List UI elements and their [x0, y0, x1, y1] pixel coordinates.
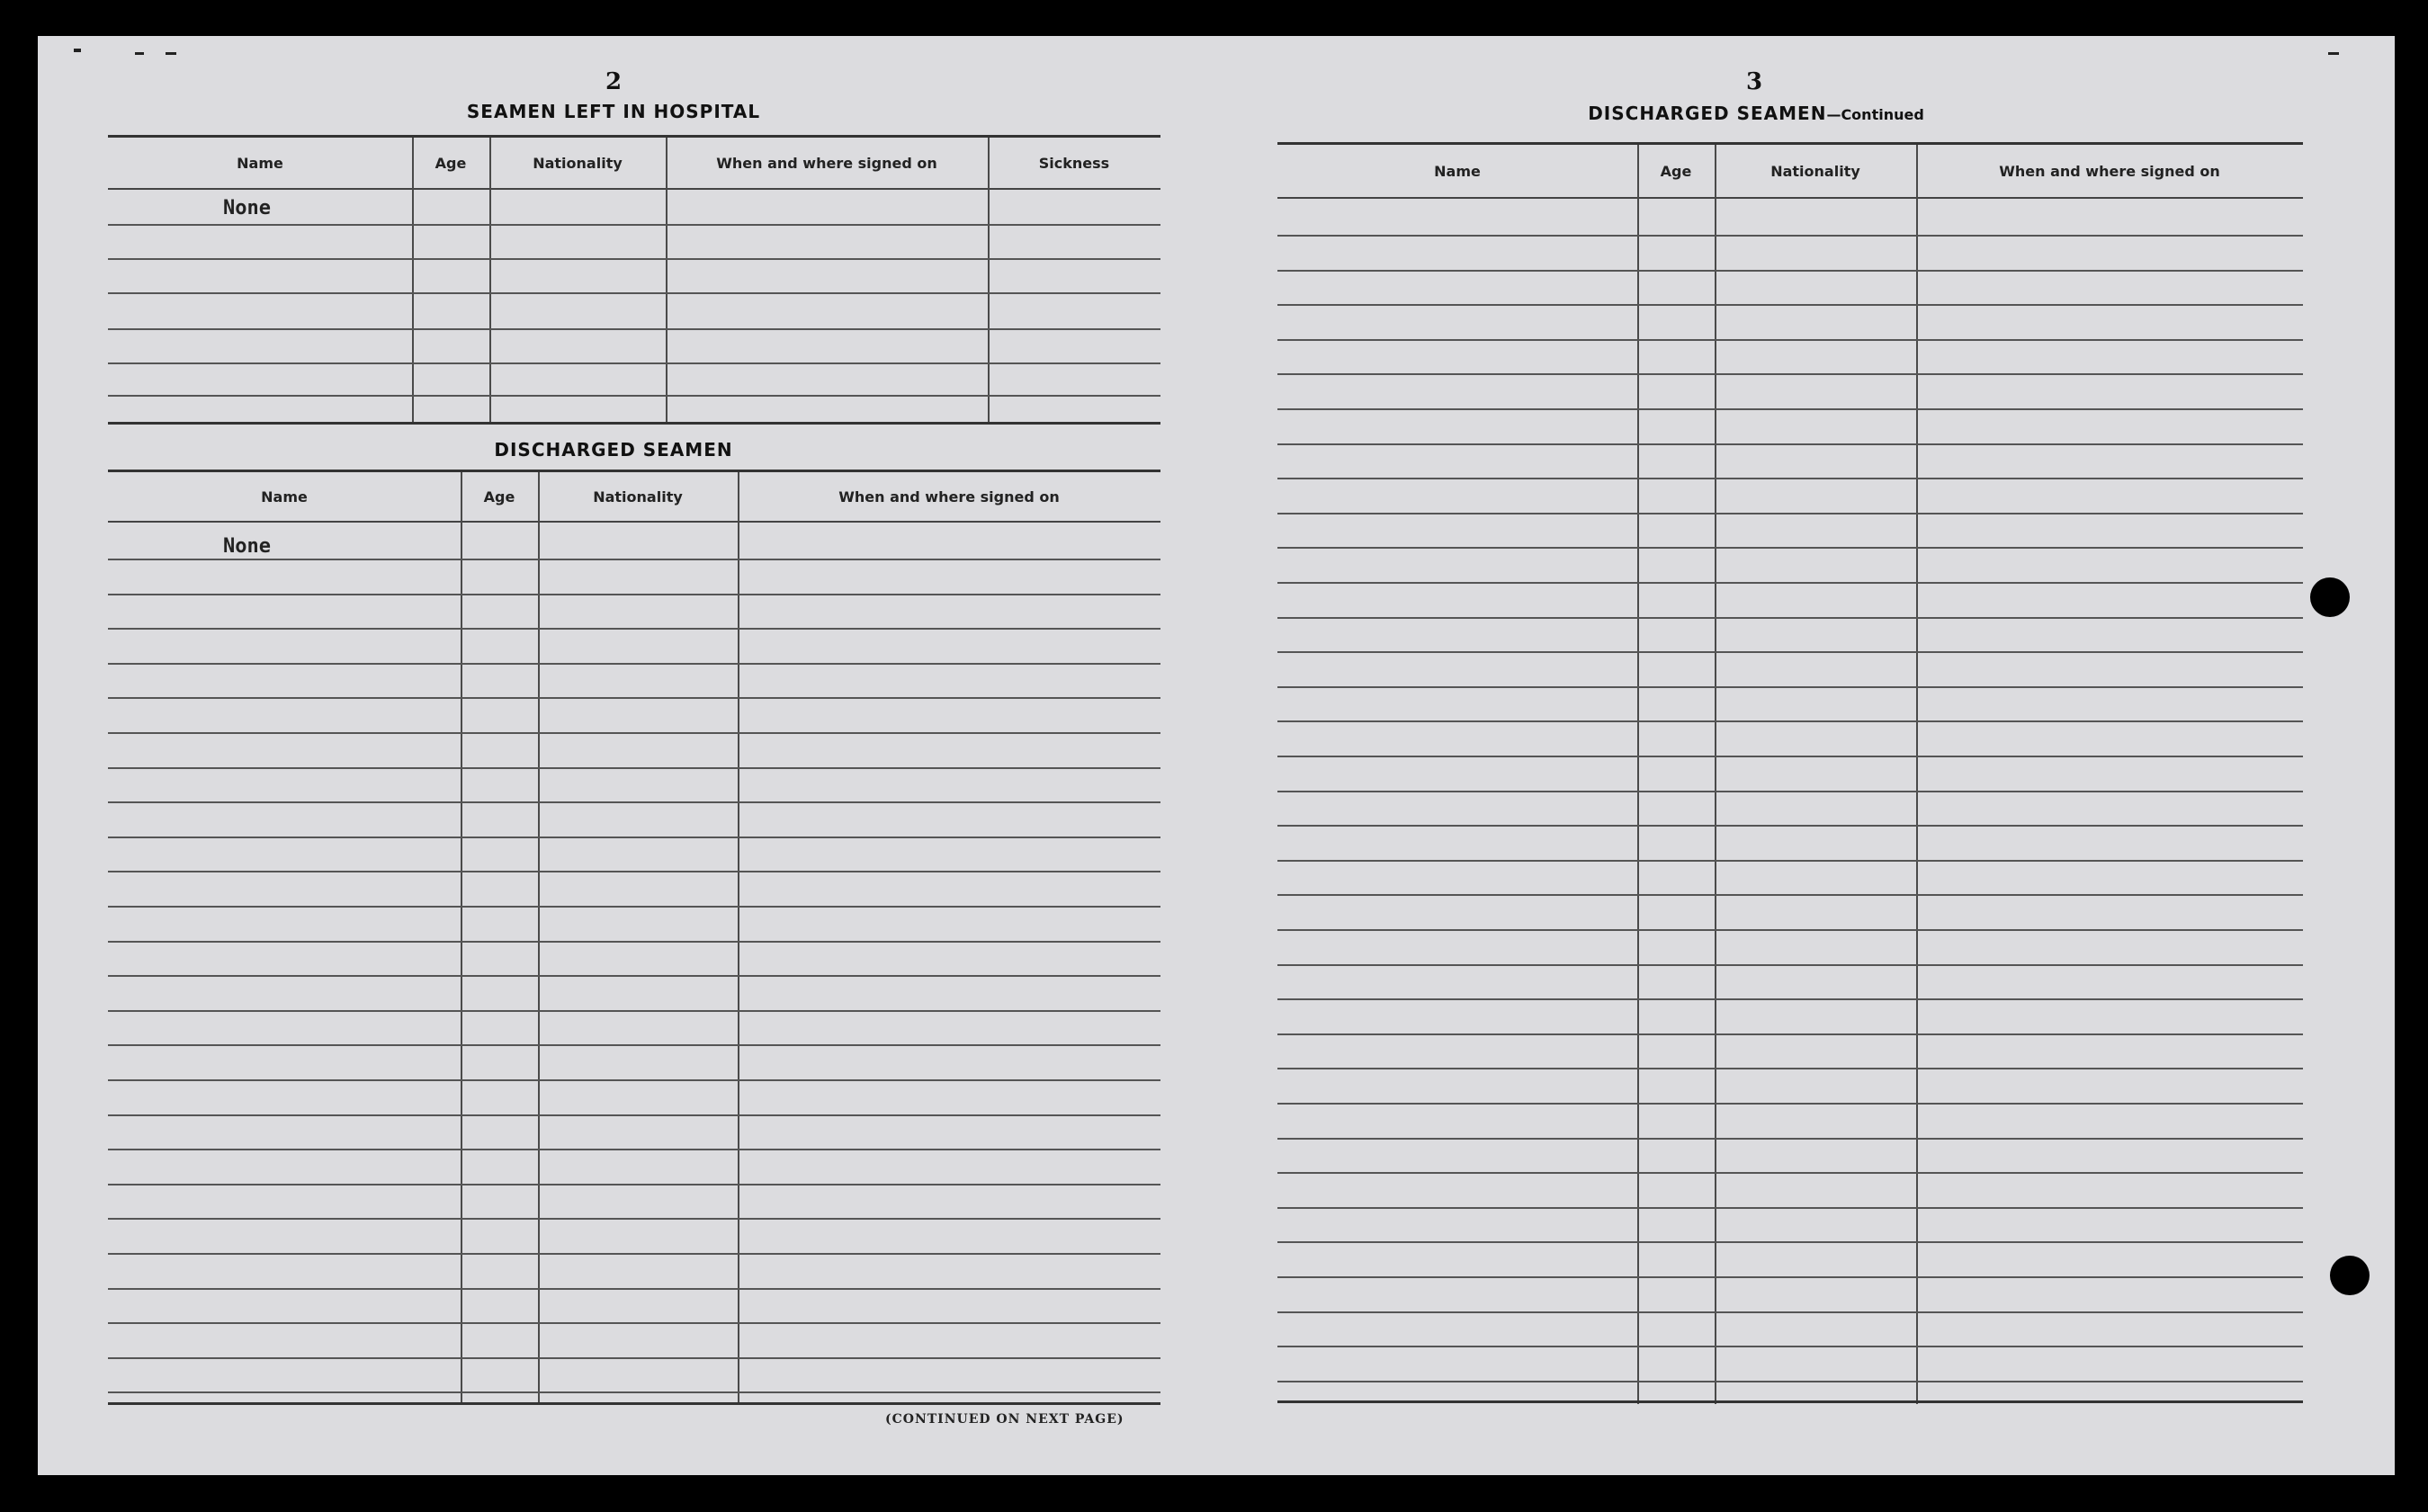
ruled-line: [1277, 339, 2303, 341]
ruled-line: [1277, 443, 2303, 445]
ruled-line: [1277, 1276, 2303, 1278]
ruled-line: [108, 1322, 1160, 1324]
ruled-line: [1277, 1346, 2303, 1347]
ruled-line: [108, 1357, 1160, 1359]
ruled-line: [108, 1288, 1160, 1290]
column-header-age: Age: [1660, 162, 1692, 180]
ruled-line: [1277, 686, 2303, 688]
column-header-signed-on: When and where signed on: [716, 154, 937, 172]
ruled-line: [108, 1391, 1160, 1393]
ruled-line: [108, 628, 1160, 630]
ruled-line: [1277, 270, 2303, 272]
ruled-line: [108, 871, 1160, 872]
ruled-line: [1277, 1241, 2303, 1243]
ruled-line: [1277, 1311, 2303, 1313]
ruled-line: [1277, 964, 2303, 966]
column-header-age: Age: [483, 488, 515, 505]
ruled-line: [1277, 929, 2303, 931]
column-header-signed-on: When and where signed on: [838, 488, 1060, 505]
hospital-table-header: [108, 138, 1160, 190]
column-header-age: Age: [435, 154, 467, 172]
speck: [135, 52, 144, 55]
punch-hole: [2330, 1256, 2370, 1295]
ruled-line: [1277, 408, 2303, 410]
ruled-line: [108, 697, 1160, 699]
discharged-continued-header: [1277, 145, 2303, 199]
column-header-nationality: Nationality: [533, 154, 623, 172]
ruled-line: [1277, 1207, 2303, 1209]
ruled-line: [108, 1149, 1160, 1150]
ruled-line: [1277, 1381, 2303, 1382]
column-header-nationality: Nationality: [593, 488, 683, 505]
ruled-line: [1277, 1138, 2303, 1140]
ruled-line: [108, 1114, 1160, 1116]
ruled-line: [1277, 998, 2303, 1000]
continued-note: (CONTINUED ON NEXT PAGE): [885, 1412, 1124, 1427]
ruled-line: [108, 906, 1160, 908]
ruled-line: [1277, 235, 2303, 237]
ruled-line: [1277, 825, 2303, 827]
ruled-line: [108, 767, 1160, 769]
page-number: 3: [1745, 68, 1763, 95]
ruled-line: [108, 559, 1160, 560]
speck: [166, 52, 176, 55]
discharged-continued-title: [1423, 103, 2089, 124]
ruled-line: [1277, 1033, 2303, 1035]
ruled-line: [108, 732, 1160, 734]
speck: [74, 49, 81, 52]
punch-hole: [2310, 577, 2350, 617]
hospital-section-title: SEAMEN LEFT IN HOSPITAL: [466, 101, 761, 122]
ruled-line: [108, 1079, 1160, 1081]
ruled-line: [1277, 1103, 2303, 1105]
ruled-line: [1277, 860, 2303, 862]
ruled-line: [1277, 756, 2303, 757]
right-page: [1243, 36, 2395, 1475]
column-header-name: Name: [237, 154, 283, 172]
ruled-line: [108, 1253, 1160, 1255]
ruled-line: [1277, 513, 2303, 514]
ruled-line: [1277, 304, 2303, 306]
ruled-line: [108, 594, 1160, 595]
ruled-line: [108, 837, 1160, 838]
ruled-line: [108, 1010, 1160, 1012]
ruled-line: [1277, 478, 2303, 479]
ruled-line: [1277, 651, 2303, 653]
left-page: [38, 36, 1243, 1475]
discharged-table-header: [108, 472, 1160, 523]
hospital-entry: None: [223, 197, 271, 219]
column-header-name: Name: [1434, 162, 1481, 180]
discharged-section-title: DISCHARGED SEAMEN: [494, 439, 733, 461]
ruled-line: [108, 663, 1160, 665]
ruled-line: [1277, 1172, 2303, 1174]
ruled-line: [1277, 894, 2303, 896]
title-suffix: —Continued: [1826, 106, 1924, 123]
column-header-nationality: Nationality: [1770, 162, 1860, 180]
ruled-line: [1277, 582, 2303, 584]
column-header-sickness: Sickness: [1038, 154, 1110, 172]
title-main: DISCHARGED SEAMEN: [1588, 103, 1827, 124]
ruled-line: [108, 975, 1160, 977]
discharged-entry: None: [223, 535, 271, 558]
ruled-line: [1277, 720, 2303, 722]
ruled-line: [1277, 547, 2303, 549]
ruled-line: [108, 1218, 1160, 1220]
ruled-line: [108, 941, 1160, 943]
hospital-table: [108, 135, 1160, 424]
ruled-line: [1277, 373, 2303, 375]
ruled-line: [108, 1044, 1160, 1046]
column-header-signed-on: When and where signed on: [1999, 162, 2220, 180]
ruled-line: [108, 1184, 1160, 1185]
ruled-line: [1277, 617, 2303, 619]
discharged-table: [108, 470, 1160, 1408]
ruled-line: [1277, 1068, 2303, 1069]
discharged-continued-table: [1277, 142, 2303, 1404]
column-header-name: Name: [261, 488, 308, 505]
page-number: 2: [605, 68, 623, 95]
scanned-document: [38, 36, 2395, 1475]
speck: [2328, 52, 2339, 55]
ruled-line: [108, 801, 1160, 803]
ruled-line: [1277, 791, 2303, 792]
